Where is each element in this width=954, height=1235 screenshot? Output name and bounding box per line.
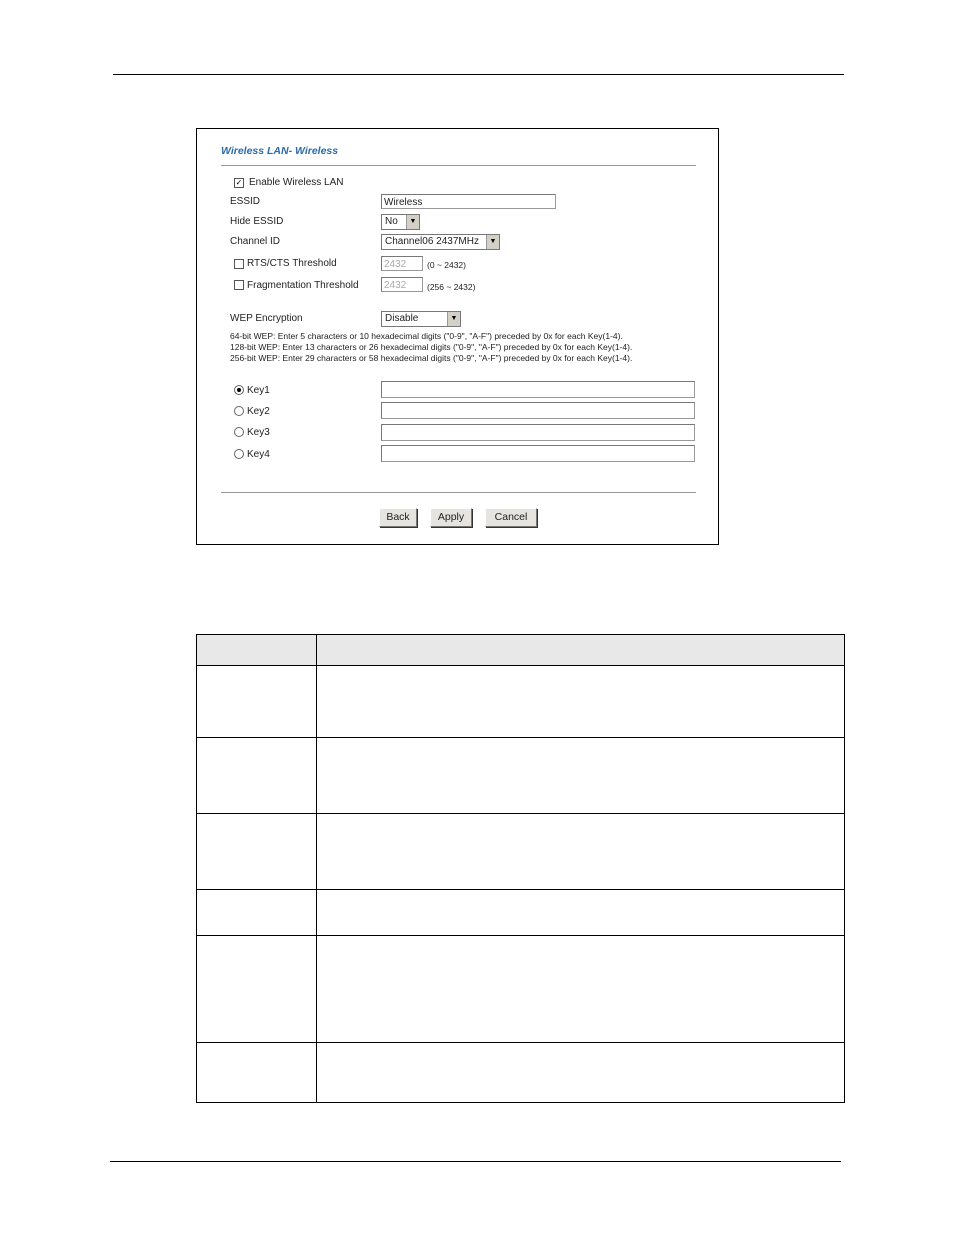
table-header-label bbox=[197, 635, 317, 666]
wep-encryption-selected: Disable bbox=[385, 313, 419, 324]
check-icon: ✓ bbox=[235, 178, 243, 187]
essid-input[interactable]: Wireless bbox=[381, 194, 556, 209]
table-row bbox=[197, 1043, 845, 1103]
buttons-divider bbox=[221, 492, 696, 493]
fragmentation-label: Fragmentation Threshold bbox=[247, 280, 359, 291]
channel-id-select[interactable] bbox=[381, 234, 500, 250]
table-cell-label bbox=[197, 666, 317, 738]
table-cell-description bbox=[317, 936, 845, 1043]
chevron-down-icon: ▼ bbox=[486, 235, 499, 249]
wep-note-256: 256-bit WEP: Enter 29 characters or 58 hexadecimal digits ("0-9", "A-F") preceded by 0x for each Key(1-4). bbox=[230, 353, 633, 363]
key2-radio[interactable] bbox=[234, 406, 244, 416]
table-row bbox=[197, 666, 845, 738]
wep-encryption-label: WEP Encryption bbox=[230, 313, 303, 324]
key1-label: Key1 bbox=[247, 385, 270, 396]
channel-id-selected: Channel06 2437MHz bbox=[385, 236, 479, 247]
table-cell-description bbox=[317, 814, 845, 890]
back-button[interactable]: Back bbox=[379, 508, 417, 527]
key3-input[interactable] bbox=[381, 424, 695, 441]
table-cell-label bbox=[197, 936, 317, 1043]
rts-cts-label: RTS/CTS Threshold bbox=[247, 258, 337, 269]
fragmentation-range: (256 ~ 2432) bbox=[427, 282, 476, 292]
table-cell-label bbox=[197, 814, 317, 890]
rts-cts-checkbox[interactable] bbox=[234, 259, 244, 269]
table-cell-label bbox=[197, 1043, 317, 1103]
wep-note-128: 128-bit WEP: Enter 13 characters or 26 hexadecimal digits ("0-9", "A-F") preceded by 0x for each Key(1-4). bbox=[230, 342, 633, 352]
hide-essid-select[interactable] bbox=[381, 214, 420, 230]
fragmentation-checkbox[interactable] bbox=[234, 280, 244, 290]
title-divider bbox=[221, 165, 696, 166]
table-cell-description bbox=[317, 738, 845, 814]
essid-label: ESSID bbox=[230, 196, 261, 207]
table-cell-description bbox=[317, 1043, 845, 1103]
key1-radio[interactable] bbox=[234, 385, 244, 395]
table-cell-description bbox=[317, 890, 845, 936]
table-header-description bbox=[317, 635, 845, 666]
chevron-down-icon: ▼ bbox=[447, 312, 460, 326]
key1-input[interactable] bbox=[381, 381, 695, 398]
key4-radio[interactable] bbox=[234, 449, 244, 459]
key4-label: Key4 bbox=[247, 449, 270, 460]
page-footer-rule bbox=[110, 1161, 841, 1162]
panel-title: Wireless LAN- Wireless bbox=[221, 145, 339, 157]
page-header-rule bbox=[113, 74, 844, 75]
chevron-down-icon: ▼ bbox=[406, 215, 419, 229]
rts-cts-range: (0 ~ 2432) bbox=[427, 260, 466, 270]
table-row bbox=[197, 936, 845, 1043]
table-row bbox=[197, 814, 845, 890]
table-cell-label bbox=[197, 890, 317, 936]
fragmentation-input[interactable]: 2432 bbox=[381, 277, 423, 292]
field-description-table bbox=[196, 634, 845, 1103]
rts-cts-input[interactable]: 2432 bbox=[381, 256, 423, 271]
cancel-button[interactable]: Cancel bbox=[485, 508, 537, 527]
channel-id-label: Channel ID bbox=[230, 236, 281, 247]
hide-essid-selected: No bbox=[385, 216, 398, 227]
apply-button[interactable]: Apply bbox=[430, 508, 472, 527]
table-row bbox=[197, 738, 845, 814]
key2-label: Key2 bbox=[247, 406, 270, 417]
wep-encryption-select[interactable] bbox=[381, 311, 461, 327]
key3-radio[interactable] bbox=[234, 427, 244, 437]
table-header-row bbox=[197, 635, 845, 666]
hide-essid-label: Hide ESSID bbox=[230, 216, 284, 227]
wireless-lan-screenshot bbox=[196, 128, 719, 545]
table-cell-description bbox=[317, 666, 845, 738]
enable-wireless-lan-checkbox[interactable] bbox=[234, 178, 244, 188]
table-cell-label bbox=[197, 738, 317, 814]
key2-input[interactable] bbox=[381, 402, 695, 419]
table-row bbox=[197, 890, 845, 936]
enable-wireless-lan-label: Enable Wireless LAN bbox=[249, 177, 344, 188]
key4-input[interactable] bbox=[381, 445, 695, 462]
key3-label: Key3 bbox=[247, 427, 270, 438]
wep-note-64: 64-bit WEP: Enter 5 characters or 10 hexadecimal digits ("0-9", "A-F") preceded by 0x for each Key(1-4). bbox=[230, 331, 623, 341]
